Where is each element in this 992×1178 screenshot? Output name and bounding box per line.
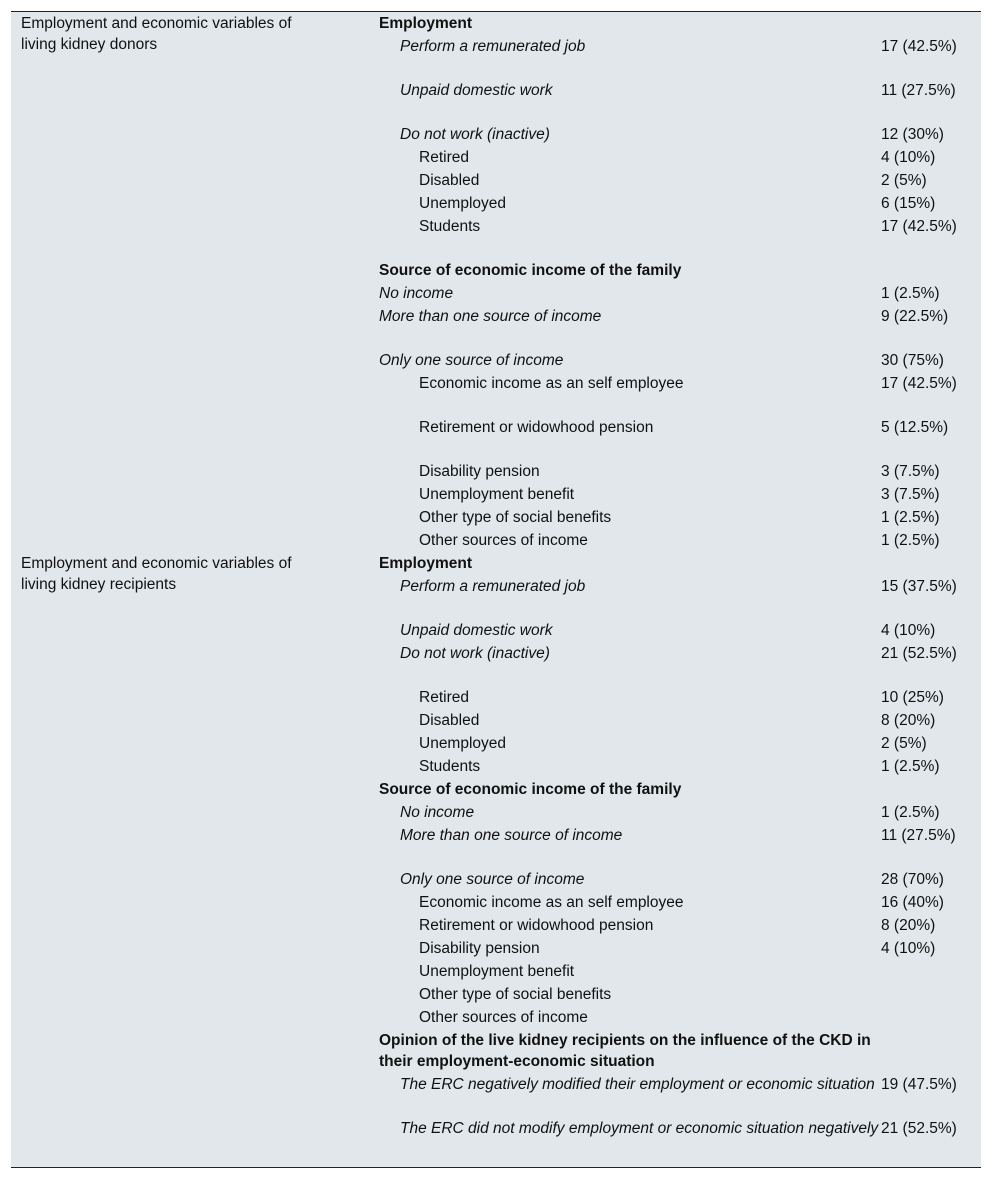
- row-label: More than one source of income: [400, 827, 623, 844]
- row-value: 21 (52.5%): [881, 1120, 957, 1137]
- group-label-donors: Employment and economic variables of living kidney donors: [21, 15, 292, 53]
- row-label: More than one source of income: [379, 308, 602, 325]
- row-label: Retired: [419, 149, 469, 166]
- row-value: 6 (15%): [881, 195, 936, 212]
- row-value: 1 (2.5%): [881, 758, 940, 775]
- row-label: Students: [419, 218, 481, 235]
- row-value: 1 (2.5%): [881, 509, 940, 526]
- row-label: Other type of social benefits: [419, 509, 612, 526]
- row-value: 2 (5%): [881, 172, 927, 189]
- section-title: Source of economic income of the family: [379, 781, 682, 798]
- row-label: Disability pension: [419, 463, 540, 480]
- row-label: Unpaid domestic work: [400, 622, 553, 639]
- row-value: 3 (7.5%): [881, 463, 940, 480]
- row-label: Other sources of income: [419, 532, 588, 549]
- row-label: The ERC negatively modified their employment or economic situation: [400, 1076, 875, 1093]
- row-value: 15 (37.5%): [881, 578, 957, 595]
- row-label: Retirement or widowhood pension: [419, 917, 654, 934]
- row-label: Disabled: [419, 172, 480, 189]
- row-label: Disabled: [419, 712, 480, 729]
- data-table: [11, 11, 981, 1168]
- row-value: 17 (42.5%): [881, 38, 957, 55]
- row-value: 28 (70%): [881, 871, 944, 888]
- row-label: Unemployed: [419, 195, 507, 212]
- section-title: Employment: [379, 15, 473, 32]
- row-value: 10 (25%): [881, 689, 944, 706]
- row-value: 1 (2.5%): [881, 804, 940, 821]
- row-label: No income: [379, 285, 454, 302]
- row-value: 19 (47.5%): [881, 1076, 957, 1093]
- row-label: Only one source of income: [379, 352, 564, 369]
- row-value: 12 (30%): [881, 126, 944, 143]
- row-value: 11 (27.5%): [881, 82, 956, 99]
- row-label: Unemployment benefit: [419, 486, 575, 503]
- row-label: Retired: [419, 689, 469, 706]
- row-label: Unpaid domestic work: [400, 82, 553, 99]
- group-label-recipients: Employment and economic variables of living kidney recipients: [21, 555, 292, 593]
- row-value: 5 (12.5%): [881, 419, 949, 436]
- row-value: 8 (20%): [881, 712, 936, 729]
- row-label: Perform a remunerated job: [400, 38, 586, 55]
- row-value: 9 (22.5%): [881, 308, 949, 325]
- row-value: 16 (40%): [881, 894, 944, 911]
- row-label: Only one source of income: [400, 871, 585, 888]
- row-value: 17 (42.5%): [881, 375, 957, 392]
- row-value: 17 (42.5%): [881, 218, 957, 235]
- section-title: Source of economic income of the family: [379, 262, 682, 279]
- row-value: 30 (75%): [881, 352, 944, 369]
- row-label: Students: [419, 758, 481, 775]
- row-label: Disability pension: [419, 940, 540, 957]
- row-label: The ERC did not modify employment or economic situation negatively: [400, 1120, 879, 1137]
- row-label: Other sources of income: [419, 1009, 588, 1026]
- row-value: 3 (7.5%): [881, 486, 940, 503]
- row-label: Do not work (inactive): [400, 126, 550, 143]
- row-label: Unemployed: [419, 735, 507, 752]
- row-value: 1 (2.5%): [881, 532, 940, 549]
- row-label: Economic income as an self employee: [419, 375, 684, 392]
- row-label: No income: [400, 804, 475, 821]
- row-value: 2 (5%): [881, 735, 927, 752]
- row-value: 21 (52.5%): [881, 645, 957, 662]
- row-value: 4 (10%): [881, 940, 936, 957]
- section-title: Opinion of the live kidney recipients on the influence of the CKD in their employment-economic situation: [379, 1032, 871, 1070]
- row-label: Economic income as an self employee: [419, 894, 684, 911]
- row-label: Other type of social benefits: [419, 986, 612, 1003]
- row-value: 4 (10%): [881, 622, 936, 639]
- row-value: 11 (27.5%): [881, 827, 956, 844]
- row-value: 4 (10%): [881, 149, 936, 166]
- row-value: 8 (20%): [881, 917, 936, 934]
- row-label: Do not work (inactive): [400, 645, 550, 662]
- row-label: Retirement or widowhood pension: [419, 419, 654, 436]
- row-label: Unemployment benefit: [419, 963, 575, 980]
- row-value: 1 (2.5%): [881, 285, 940, 302]
- row-label: Perform a remunerated job: [400, 578, 586, 595]
- section-title: Employment: [379, 555, 473, 572]
